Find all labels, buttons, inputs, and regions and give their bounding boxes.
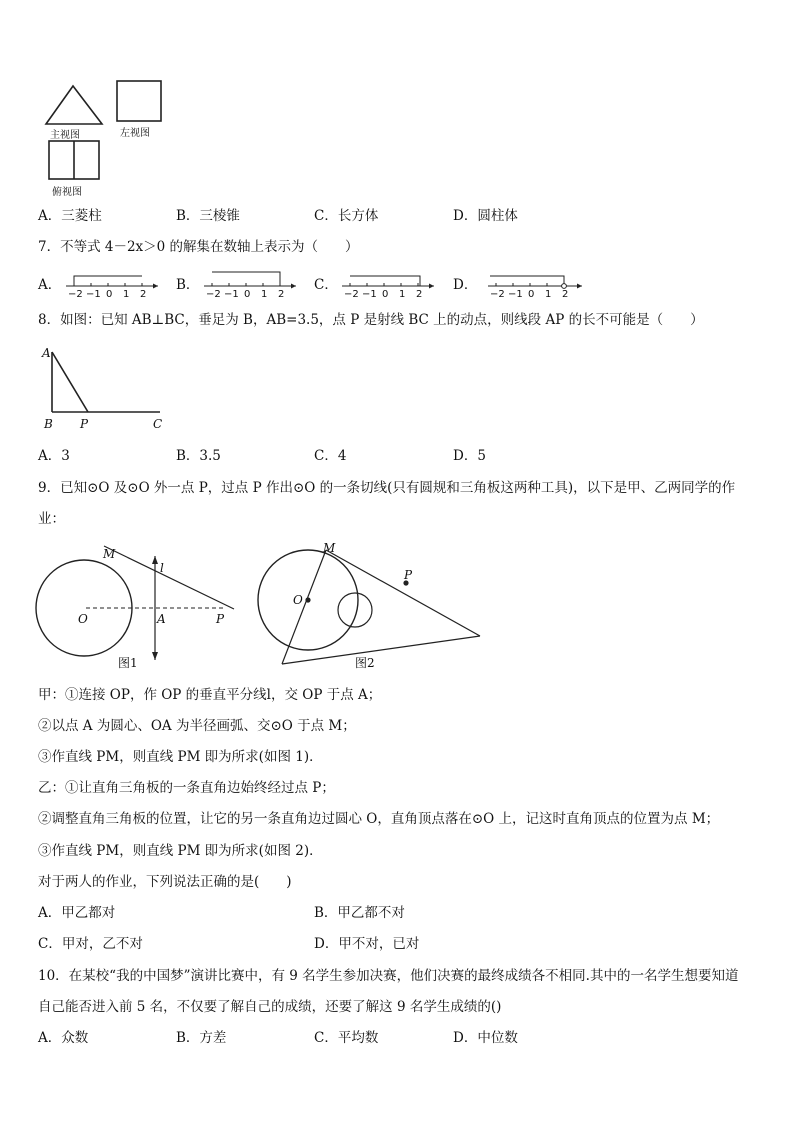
q7-c-tick-4: 1 (399, 289, 406, 300)
q7-b-tick-3: 0 (244, 289, 251, 300)
q9-fig1-label-p: P (216, 612, 225, 626)
q8-label-a: A (42, 346, 51, 360)
q9-figure-2 (256, 540, 486, 670)
q7-c-tick-5: 2 (416, 289, 423, 300)
left-view-square (116, 80, 162, 122)
q7-option-c-letter[interactable]: C． (314, 277, 338, 293)
q8-option-a[interactable]: A．3 (38, 448, 70, 464)
left-view-label: 左视图 (120, 128, 150, 139)
q7-option-a-letter[interactable]: A． (38, 277, 62, 293)
q8-option-d[interactable]: D．5 (453, 448, 486, 464)
q7-a-tick-3: 0 (106, 289, 113, 300)
q8-option-b[interactable]: B．3.5 (176, 448, 221, 464)
q7-b-tick-5: 2 (278, 289, 285, 300)
q9-fig1-label-l: l (160, 561, 164, 575)
q9-yi-step-1: 乙：①让直角三角板的一条直角边始终经过点 P； (38, 780, 335, 796)
q6-option-d[interactable]: D．圆柱体 (453, 208, 518, 224)
q9-question: 对于两人的作业，下列说法正确的是( ) (38, 874, 292, 890)
q6-option-a[interactable]: A．三菱柱 (38, 208, 102, 224)
q8-label-p: P (80, 417, 89, 431)
q10-option-b[interactable]: B．方差 (176, 1030, 227, 1046)
q7-d-tick-3: 0 (528, 289, 535, 300)
q9-jia-step-2: ②以点 A 为圆心、OA 为半径画弧、交⊙O 于点 M； (38, 718, 356, 734)
q9-option-a[interactable]: A．甲乙都对 (38, 905, 116, 921)
q7-c-tick-2: −1 (362, 289, 377, 300)
q9-yi-step-3: ③作直线 PM，则直线 PM 即为所求(如图 2)． (38, 843, 323, 859)
top-view-label: 俯视图 (52, 187, 82, 198)
q9-fig2-label-o: O (293, 593, 303, 607)
q7-a-tick-1: −2 (68, 289, 83, 300)
q10-option-d[interactable]: D．中位数 (453, 1030, 518, 1046)
q10-stem-line1: 10．在某校“我的中国梦”演讲比赛中，有 9 名学生参加决赛，他们决赛的最终成绩各不相同.其中的一名学生想要知道 (38, 968, 739, 984)
q7-d-tick-4: 1 (545, 289, 552, 300)
q8-stem: 8．如图：已知 AB⊥BC，垂足为 B，AB=3.5，点 P 是射线 BC 上的动点，则线段 AP 的长不可能是（ ） (38, 312, 704, 328)
q9-fig1-label-a: A (157, 612, 166, 626)
front-view-label: 主视图 (50, 130, 80, 141)
q7-a-tick-2: −1 (86, 289, 101, 300)
top-view-rectangle (48, 140, 100, 182)
q9-figure-1 (34, 542, 244, 667)
q6-option-b[interactable]: B．三棱锥 (176, 208, 240, 224)
q8-label-c: C (153, 417, 163, 431)
q6-option-c[interactable]: C．长方体 (314, 208, 379, 224)
q10-option-a[interactable]: A．众数 (38, 1030, 89, 1046)
q7-stem: 7．不等式 4－2x＞0 的解集在数轴上表示为（ ） (38, 239, 359, 255)
q10-option-c[interactable]: C．平均数 (314, 1030, 379, 1046)
q9-option-c[interactable]: C．甲对，乙不对 (38, 936, 143, 952)
q7-c-tick-3: 0 (382, 289, 389, 300)
q9-fig2-label-m: M (323, 541, 336, 555)
front-view-triangle (44, 84, 104, 126)
q7-b-tick-2: −1 (224, 289, 239, 300)
q9-option-b[interactable]: B．甲乙都不对 (314, 905, 405, 921)
q7-a-tick-4: 1 (123, 289, 130, 300)
q9-fig2-caption: 图2 (355, 656, 375, 670)
q7-b-tick-1: −2 (206, 289, 221, 300)
q8-right-angle-figure (40, 340, 170, 432)
q8-option-c[interactable]: C．4 (314, 448, 347, 464)
q7-d-tick-5: 2 (562, 289, 569, 300)
q9-yi-step-2: ②调整直角三角板的位置，让它的另一条直角边过圆心 O，直角顶点落在⊙O 上，记这时直角顶点的位置为点 M； (38, 811, 720, 827)
q9-stem-line1: 9．已知⊙O 及⊙O 外一点 P，过点 P 作出⊙O 的一条切线(只有圆规和三角板这两种工具)，以下是甲、乙两同学的作 (38, 480, 736, 496)
q10-stem-line2: 自己能否进入前 5 名，不仅要了解自己的成绩，还要了解这 9 名学生成绩的() (38, 999, 502, 1015)
q7-d-tick-2: −1 (508, 289, 523, 300)
q9-fig2-label-p: P (404, 568, 413, 582)
q9-option-d[interactable]: D．甲不对，已对 (314, 936, 420, 952)
q9-fig1-label-m: M (103, 547, 116, 561)
q9-fig1-label-o: O (78, 612, 88, 626)
q7-b-tick-4: 1 (261, 289, 268, 300)
q7-a-tick-5: 2 (140, 289, 147, 300)
q7-c-tick-1: −2 (344, 289, 359, 300)
q7-d-tick-1: −2 (490, 289, 505, 300)
q9-stem-line2: 业： (38, 511, 65, 527)
q7-option-b-letter[interactable]: B． (176, 277, 200, 293)
q8-label-b: B (44, 417, 53, 431)
q7-option-d-letter[interactable]: D． (453, 277, 478, 293)
q9-jia-step-3: ③作直线 PM，则直线 PM 即为所求(如图 1)． (38, 749, 323, 765)
q9-jia-step-1: 甲：①连接 OP，作 OP 的垂直平分线l，交 OP 于点 A； (38, 687, 382, 703)
q9-fig1-caption: 图1 (118, 656, 138, 670)
